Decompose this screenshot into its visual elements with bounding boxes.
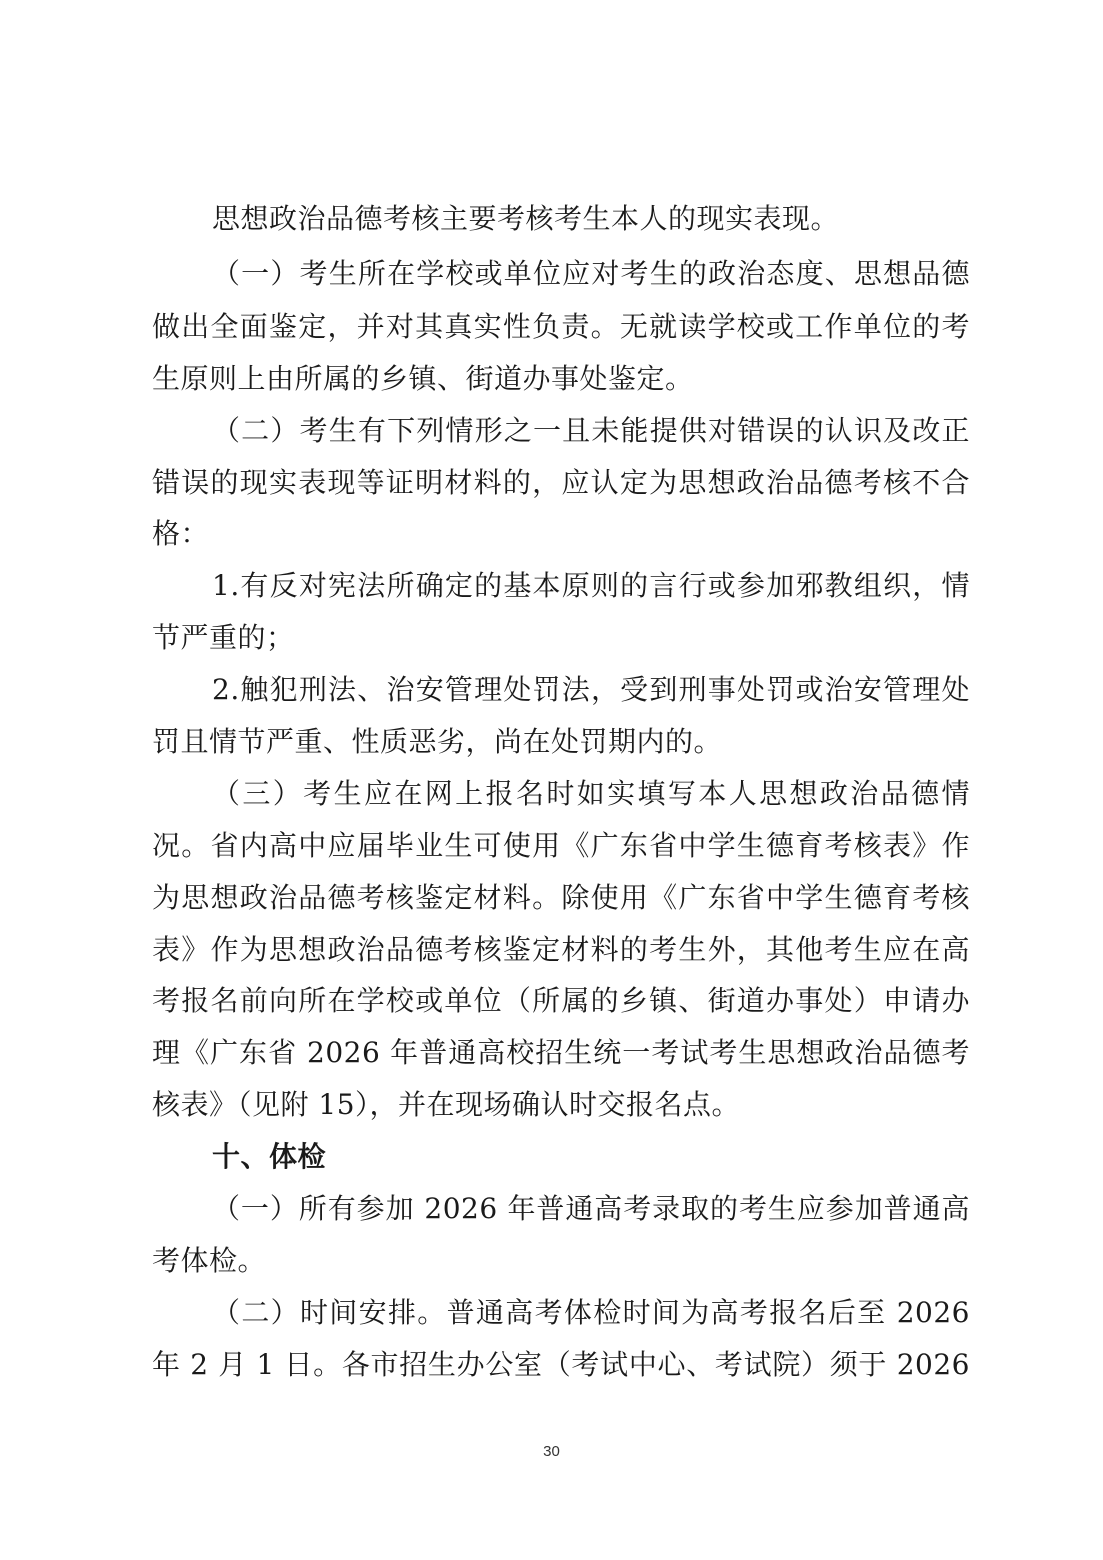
- paragraph-line: 思想政治品德考核主要考核考生本人的现实表现。: [212, 202, 840, 235]
- paragraph-line: 理《广东省 2026 年普通高校招生统一考试考生思想政治品德考: [152, 1036, 970, 1069]
- paragraph-line: （一）考生所在学校或单位应对考生的政治态度、思想品德: [212, 257, 970, 290]
- paragraph-line: 错误的现实表现等证明材料的，应认定为思想政治品德考核不合: [152, 466, 970, 499]
- paragraph-line: 考报名前向所在学校或单位（所属的乡镇、街道办事处）申请办: [152, 984, 970, 1017]
- section-heading: 十、体检: [212, 1140, 327, 1173]
- paragraph-line: 考体检。: [152, 1244, 267, 1277]
- paragraph-line: 年 2 月 1 日。各市招生办公室（考试中心、考试院）须于 2026: [152, 1348, 970, 1381]
- paragraph-line: 生原则上由所属的乡镇、街道办事处鉴定。: [152, 362, 694, 395]
- list-item-line: 2.触犯刑法、治安管理处罚法，受到刑事处罚或治安管理处: [212, 673, 970, 706]
- list-item-line: 节严重的；: [152, 621, 295, 654]
- list-item-line: 罚且情节严重、性质恶劣，尚在处罚期内的。: [152, 725, 723, 758]
- paragraph-line: 核表》（见附 15），并在现场确认时交报名点。: [152, 1088, 741, 1121]
- paragraph-line: 表》作为思想政治品德考核鉴定材料的考生外，其他考生应在高: [152, 933, 970, 966]
- page-number: 30: [543, 1443, 560, 1460]
- list-item-line: 1.有反对宪法所确定的基本原则的言行或参加邪教组织，情: [212, 569, 970, 602]
- paragraph-line: （一）所有参加 2026 年普通高考录取的考生应参加普通高: [212, 1192, 970, 1225]
- paragraph-line: 为思想政治品德考核鉴定材料。除使用《广东省中学生德育考核: [152, 881, 970, 914]
- paragraph-line: （三）考生应在网上报名时如实填写本人思想政治品德情: [212, 777, 970, 810]
- paragraph-line: 况。省内高中应届毕业生可使用《广东省中学生德育考核表》作: [152, 829, 970, 862]
- paragraph-line: （二）时间安排。普通高考体检时间为高考报名后至 2026: [212, 1296, 970, 1329]
- paragraph-line: （二）考生有下列情形之一且未能提供对错误的认识及改正: [212, 414, 970, 447]
- paragraph-line: 格：: [152, 517, 210, 550]
- paragraph-line: 做出全面鉴定，并对其真实性负责。无就读学校或工作单位的考: [152, 310, 970, 343]
